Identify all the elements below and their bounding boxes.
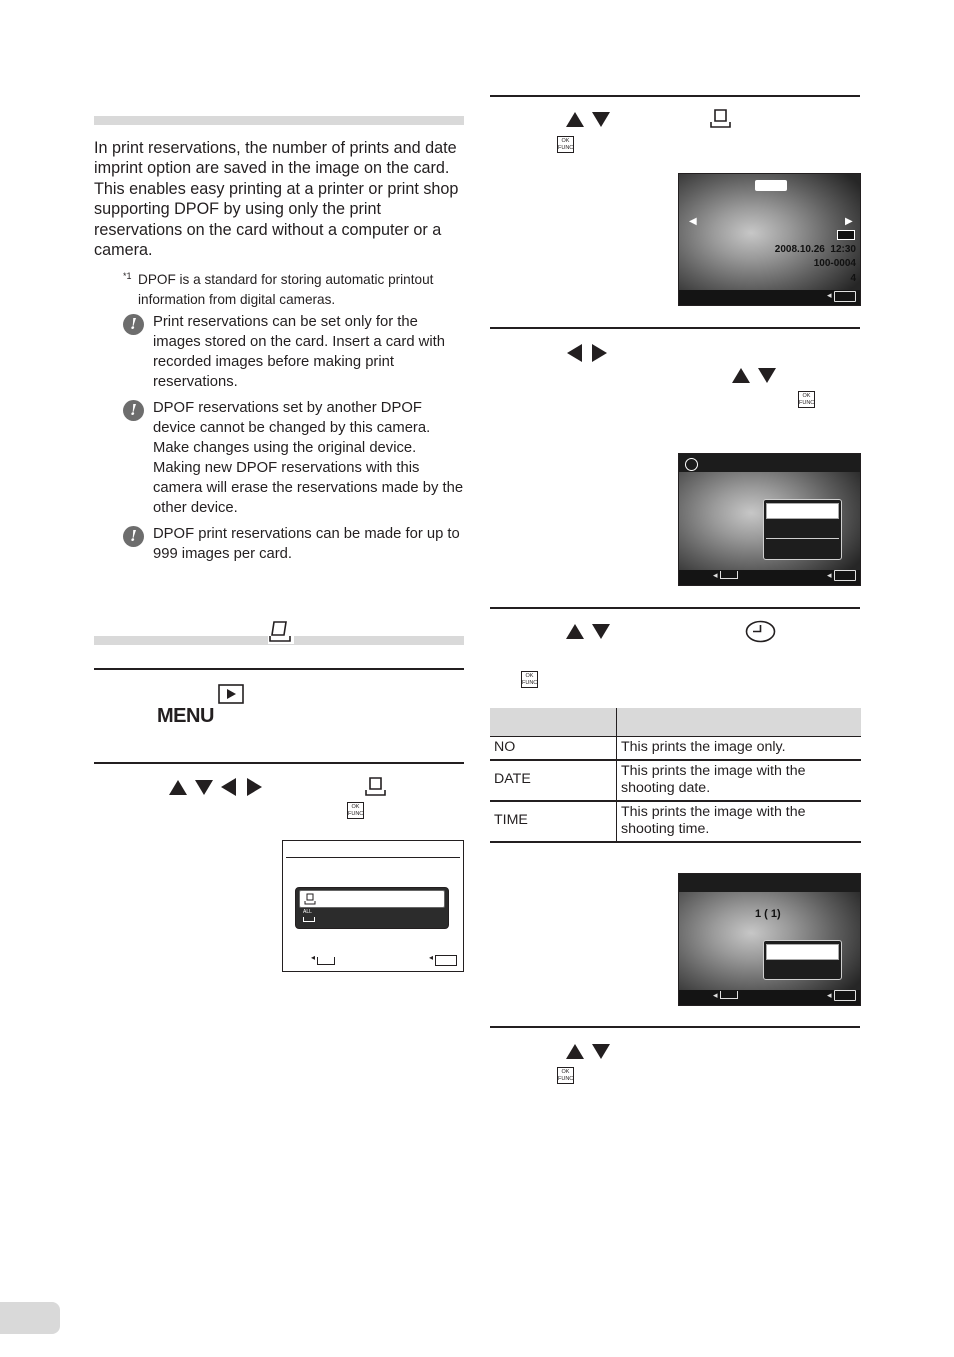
up-arrow-icon [566,624,584,639]
down-arrow-icon [592,1044,610,1059]
ok-func-button-icon [521,671,538,688]
menu-panel [295,887,449,929]
step-divider-3 [490,95,860,97]
ok-text: OK [561,1069,570,1075]
ok-text: OK [561,138,570,144]
up-arrow-icon [732,368,750,383]
func-text: FUNC [558,145,574,151]
caution-note-1 [123,313,466,393]
menu-title-underline [286,857,460,858]
option-cell: DATE [490,760,617,801]
menu-button-label: MENU [157,705,214,727]
down-arrow-icon [592,624,610,639]
battery-icon [837,230,855,240]
print-all-text: ALL [303,909,312,915]
caution-note-3 [123,525,466,565]
right-arrow-icon [247,778,262,796]
menu-item-print-all[interactable] [299,909,445,925]
down-arrow-icon [592,112,610,127]
date-option-table [490,708,861,843]
ok-text: OK [351,804,360,810]
ok-func-button-icon [798,391,815,408]
func-text: FUNC [522,680,538,686]
camera-screen-confirm [678,873,861,1006]
up-arrow-icon [566,1044,584,1059]
left-arrow-icon [221,778,236,796]
caution-note-text: DPOF reservations set by another DPOF device cannot be changed by this camera. Make changes using the original device. Making new DPOF reservations with this camera will erase the reservations made by the other device. [153,400,464,516]
clock-icon [685,458,698,471]
shot-time-text: 12:30 [830,244,856,255]
right-nav-icon: ▶ [845,216,853,227]
footnote-mark: *1 [123,271,132,281]
table-row [490,801,861,842]
frame-number: 4 [850,273,856,284]
caution-icon: ! [123,526,144,547]
footnote-text: DPOF is a standard for storing automatic printout information from digital cameras. [138,272,434,307]
print-icon [304,893,316,905]
section-header-bar [94,116,464,125]
right-arrow-icon [592,344,607,362]
print-count-badge [755,180,787,191]
back-hint-arrow: ◂ [713,570,718,580]
camera-screen-image-select [678,173,861,306]
file-number: 100-0004 [813,258,856,269]
func-text: FUNC [348,811,364,817]
ok-hint-arrow: ◂ [827,290,832,300]
ok-text: OK [802,393,811,399]
table-header-cell [617,708,862,737]
screen-bottom-band [679,290,860,305]
back-hint-box [720,991,738,999]
left-nav-icon: ◀ [689,216,697,227]
camera-screen-print-count [678,453,861,586]
table-header-cell [490,708,617,737]
shot-date [775,244,856,255]
option-cell: NO [490,737,617,760]
screen-bottom-band [679,570,860,585]
screen-bottom-band [679,990,860,1005]
sample-photo [679,174,860,305]
confirm-selection[interactable] [766,944,839,960]
caution-note-text: Print reservations can be set only for the images stored on the card. Insert a card with recorded images before making print reservations. [153,314,445,390]
footnote [123,270,463,309]
caution-icon: ! [123,314,144,335]
intro-paragraph: In print reservations, the number of prints and date imprint option are saved in the image on the card. This enables easy printing at a printer or print shop supporting DPOF by using only the print reservations on the card without a computer or a camera. [94,139,459,260]
description-cell: This prints the image only. [617,737,862,760]
back-hint-arrow: ◂ [713,990,718,1000]
step-divider-1 [94,668,464,670]
print-icon [709,108,733,130]
count-selection[interactable] [766,503,839,519]
ok-hint-box [834,291,856,302]
date-clock-icon [745,620,776,643]
table-header-row [490,708,861,737]
confirm-popup [763,940,842,980]
caution-note-2 [123,399,466,518]
camera-screen-print-order-menu: ALL ◂ ◂ [282,840,464,972]
ok-hint-box [834,570,856,581]
description-cell: This prints the image with the shooting date. [617,760,862,801]
ok-hint-arrow: ◂ [827,570,832,580]
playback-button-icon [218,684,244,704]
func-text: FUNC [799,400,815,406]
step-divider-4 [490,327,860,329]
print-count-text: 1 ( 1) [755,908,781,920]
menu-item-print-one[interactable] [299,890,445,908]
print-order-icon [268,620,294,644]
down-arrow-icon [195,780,213,795]
up-arrow-icon [566,112,584,127]
ok-func-button-icon [557,136,574,153]
count-popup [763,499,842,560]
caution-icon: ! [123,400,144,421]
ok-text: OK [525,673,534,679]
page-number-tab [0,1302,60,1334]
ok-func-button-icon [557,1067,574,1084]
step-divider-6 [490,1026,860,1028]
caution-note-text: DPOF print reservations can be made for up to 999 images per card. [153,526,460,562]
print-all-icon [303,909,315,923]
down-arrow-icon [758,368,776,383]
screen-top-band [679,874,860,892]
left-arrow-icon [567,344,582,362]
option-cell: TIME [490,801,617,842]
ok-hint-box [834,990,856,1001]
shot-date-text: 2008.10.26 [774,244,825,255]
popup-divider [766,538,839,539]
description-cell: This prints the image with the shooting time. [617,801,862,842]
screen-top-band [679,454,860,472]
up-arrow-icon [169,780,187,795]
func-text: FUNC [558,1076,574,1082]
step-divider-5 [490,607,860,609]
ok-func-button-icon [347,802,364,819]
ok-hint-arrow: ◂ [827,990,832,1000]
back-hint-box [720,571,738,579]
print-icon [364,776,388,798]
table-row [490,737,861,760]
step-divider-2 [94,762,464,764]
table-row [490,760,861,801]
